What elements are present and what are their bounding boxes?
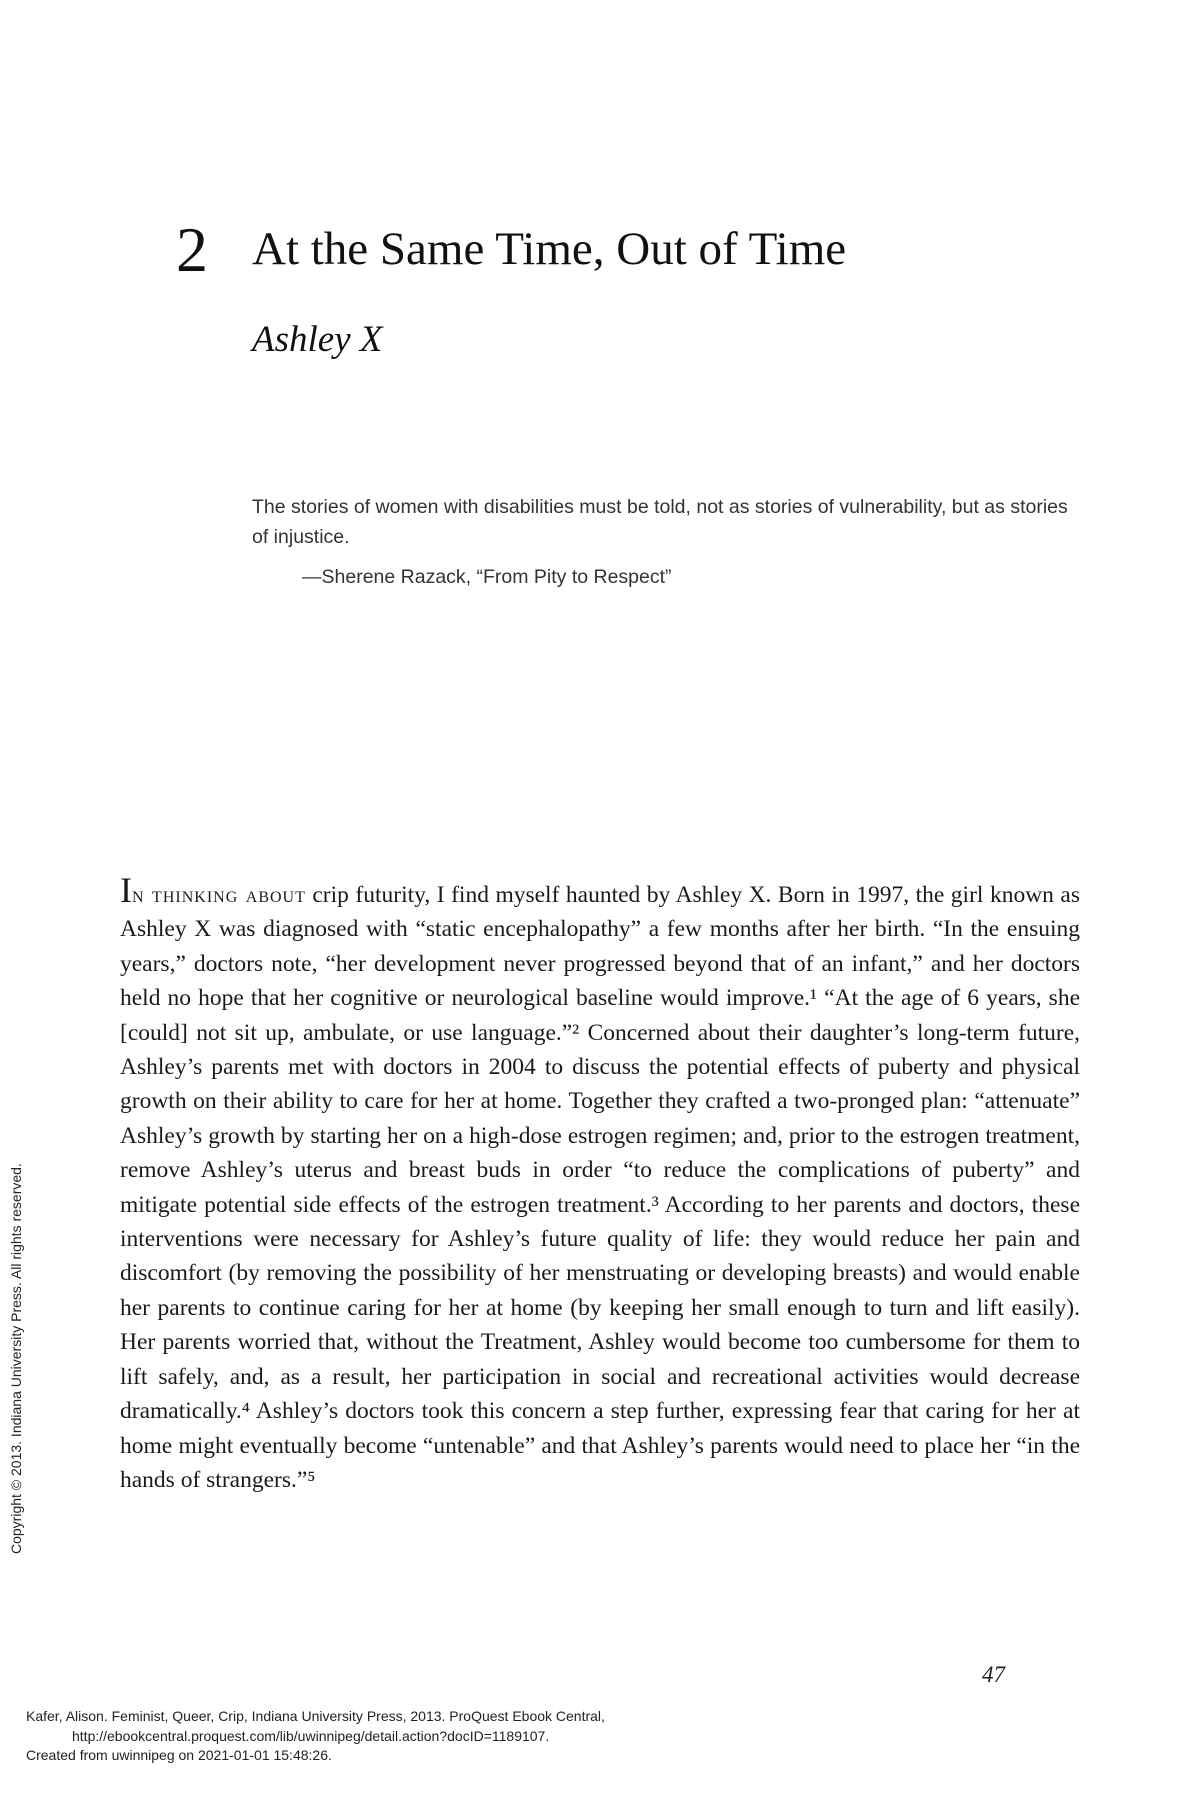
epigraph-attribution: —Sherene Razack, “From Pity to Respect” [302, 566, 672, 588]
body-text: crip futurity, I find myself haunted by Ashley X. Born in 1997, the girl known as Ashley X was diagnosed with “static encephalopathy” a few months after her birth. “In the ensuing years,” doctors note, “her development never progressed beyond that of an infant,” and her doctors held no hope that her cognitive or neurological baseline would improve.¹ “At the age of 6 years, she [could] not sit up, ambulate, or use language.”² Concerned about their daughter’s long-term future, Ashley’s parents met with doctors in 2004 to discuss the potential effects of puberty and physical growth on their ability to care for her at home. Together they crafted a two-pronged plan: “attenuate” Ashley’s growth by starting her on a high-dose estrogen regimen; and, prior to the estrogen treatment, remove Ashley’s uterus and breast buds in order “to reduce the complications of puberty” and mitigate potential side effects of the estrogen treatment.³ According to her parents and doctors, these interventions were necessary for Ashley’s future quality of life: they would reduce her pain and discomfort (by removing the possibility of her menstruating or developing breasts) and would enable her parents to continue caring for her at home (by keeping her small enough to turn and lift easily). Her parents worried that, without the Treatment, Ashley would become too cumbersome for them to lift safely, and, as a result, her participation in social and recreational activities would decrease dramatically.⁴ Ashley’s doctors took this concern a step further, expressing fear that caring for her at home might eventually become “untenable” and that Ashley’s parents would need to place her “in the hands of strangers.”⁵ [120, 882, 1080, 1493]
page-number: 47 [982, 1662, 1005, 1687]
citation-line-1: Kafer, Alison. Feminist, Queer, Crip, Indiana University Press, 2013. ProQuest Ebook Central, [26, 1708, 605, 1724]
citation-footer [26, 1707, 605, 1766]
epigraph-quote: The stories of women with disabilities must be told, not as stories of vulnerability, but as stories of injustice. [252, 496, 1068, 548]
chapter-number: 2 [176, 214, 208, 285]
drop-cap: I [120, 870, 132, 910]
side-copyright-notice: Copyright © 2013. Indiana University Press. All rights reserved. [8, 1163, 24, 1554]
body-paragraph [120, 872, 1080, 1497]
citation-line-3: Created from uwinnipeg on 2021-01-01 15:48:26. [26, 1747, 332, 1763]
chapter-subtitle: Ashley X [252, 319, 383, 360]
small-caps-lead: n thinking about [132, 882, 306, 908]
citation-link[interactable]: http://ebookcentral.proquest.com/lib/uwinnipeg/detail.action?docID=1189107. [72, 1727, 550, 1744]
chapter-title: At the Same Time, Out of Time [252, 223, 847, 275]
